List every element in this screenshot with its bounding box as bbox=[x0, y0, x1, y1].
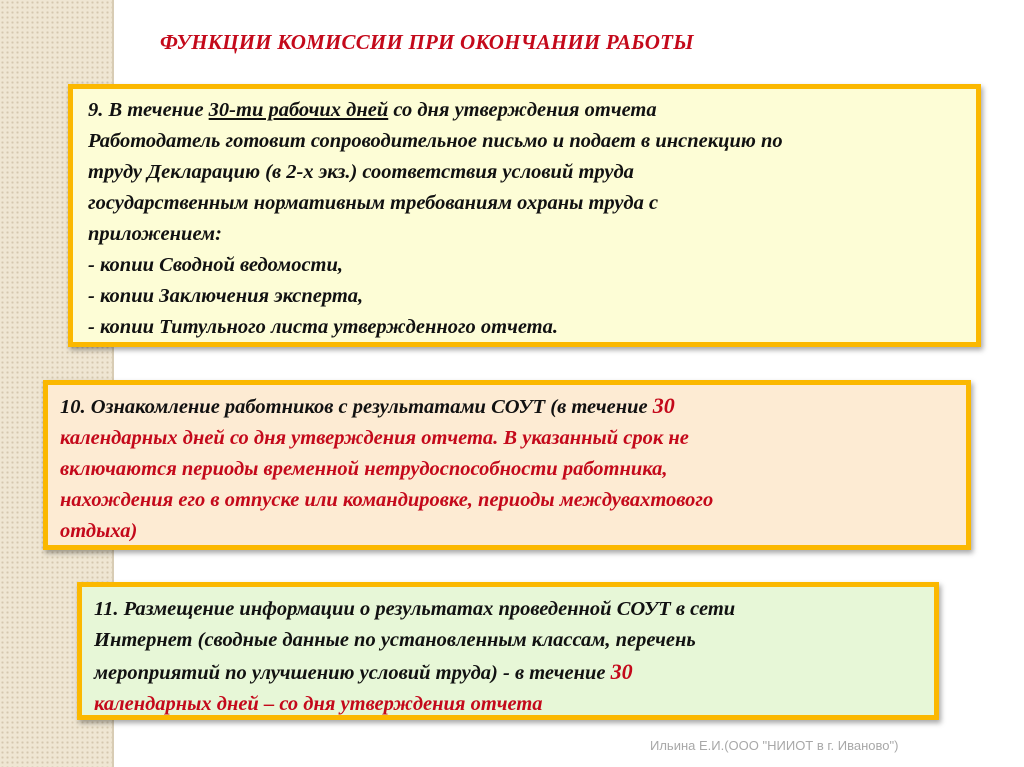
item-10-days-number: 30 bbox=[652, 393, 675, 418]
item-9-list-item: - копии Титульного листа утвержденного отчета. bbox=[88, 316, 558, 338]
item-9-line bbox=[88, 95, 962, 126]
item-11-lead: мероприятий по улучшению условий труда) - в течение bbox=[94, 662, 611, 684]
item-10-line: календарных дней со дня утверждения отчета. В указанный срок не bbox=[60, 427, 689, 449]
item-11-line: 11. Размещение информации о результатах проведенной СОУТ в сети bbox=[94, 598, 736, 620]
item-11-line: календарных дней – со дня утверждения отчета bbox=[94, 693, 543, 715]
item-9-line: приложением: bbox=[88, 223, 222, 245]
item-10-lead: 10. Ознакомление работников с результатами СОУТ (в течение bbox=[60, 396, 653, 418]
slide-title: ФУНКЦИИ КОМИССИИ ПРИ ОКОНЧАНИИ РАБОТЫ bbox=[160, 30, 694, 54]
item-11-line: Интернет (сводные данные по установленным классам, перечень bbox=[94, 629, 696, 651]
item-9-list-item: - копии Заключения эксперта, bbox=[88, 285, 364, 307]
item-9-line: Работодатель готовит сопроводительное письмо и подает в инспекцию по bbox=[88, 130, 783, 152]
item-9-line: государственным нормативным требованиям охраны труда с bbox=[88, 192, 659, 214]
item-11-box bbox=[77, 582, 939, 720]
item-9-box bbox=[68, 84, 981, 347]
item-10-line bbox=[60, 390, 954, 423]
item-9-deadline: 30-ти рабочих дней bbox=[208, 99, 389, 121]
item-10-line: нахождения его в отпуске или командировке, периоды междувахтового bbox=[60, 489, 714, 511]
item-11-line bbox=[94, 656, 922, 689]
item-9-lead-end: со дня утверждения отчета bbox=[388, 99, 657, 121]
item-10-box bbox=[43, 380, 971, 550]
item-10-line: включаются периоды временной нетрудоспособности работника, bbox=[60, 458, 668, 480]
footer-author: Ильина Е.И.(ООО "НИИОТ в г. Иваново") bbox=[650, 738, 899, 753]
item-11-days-number: 30 bbox=[610, 659, 633, 684]
item-9-list-item: - копии Сводной ведомости, bbox=[88, 254, 344, 276]
item-9-line: труду Декларацию (в 2-х экз.) соответствия условий труда bbox=[88, 161, 634, 183]
item-10-line: отдыха) bbox=[60, 520, 138, 542]
item-9-lead: 9. В течение bbox=[88, 99, 209, 121]
